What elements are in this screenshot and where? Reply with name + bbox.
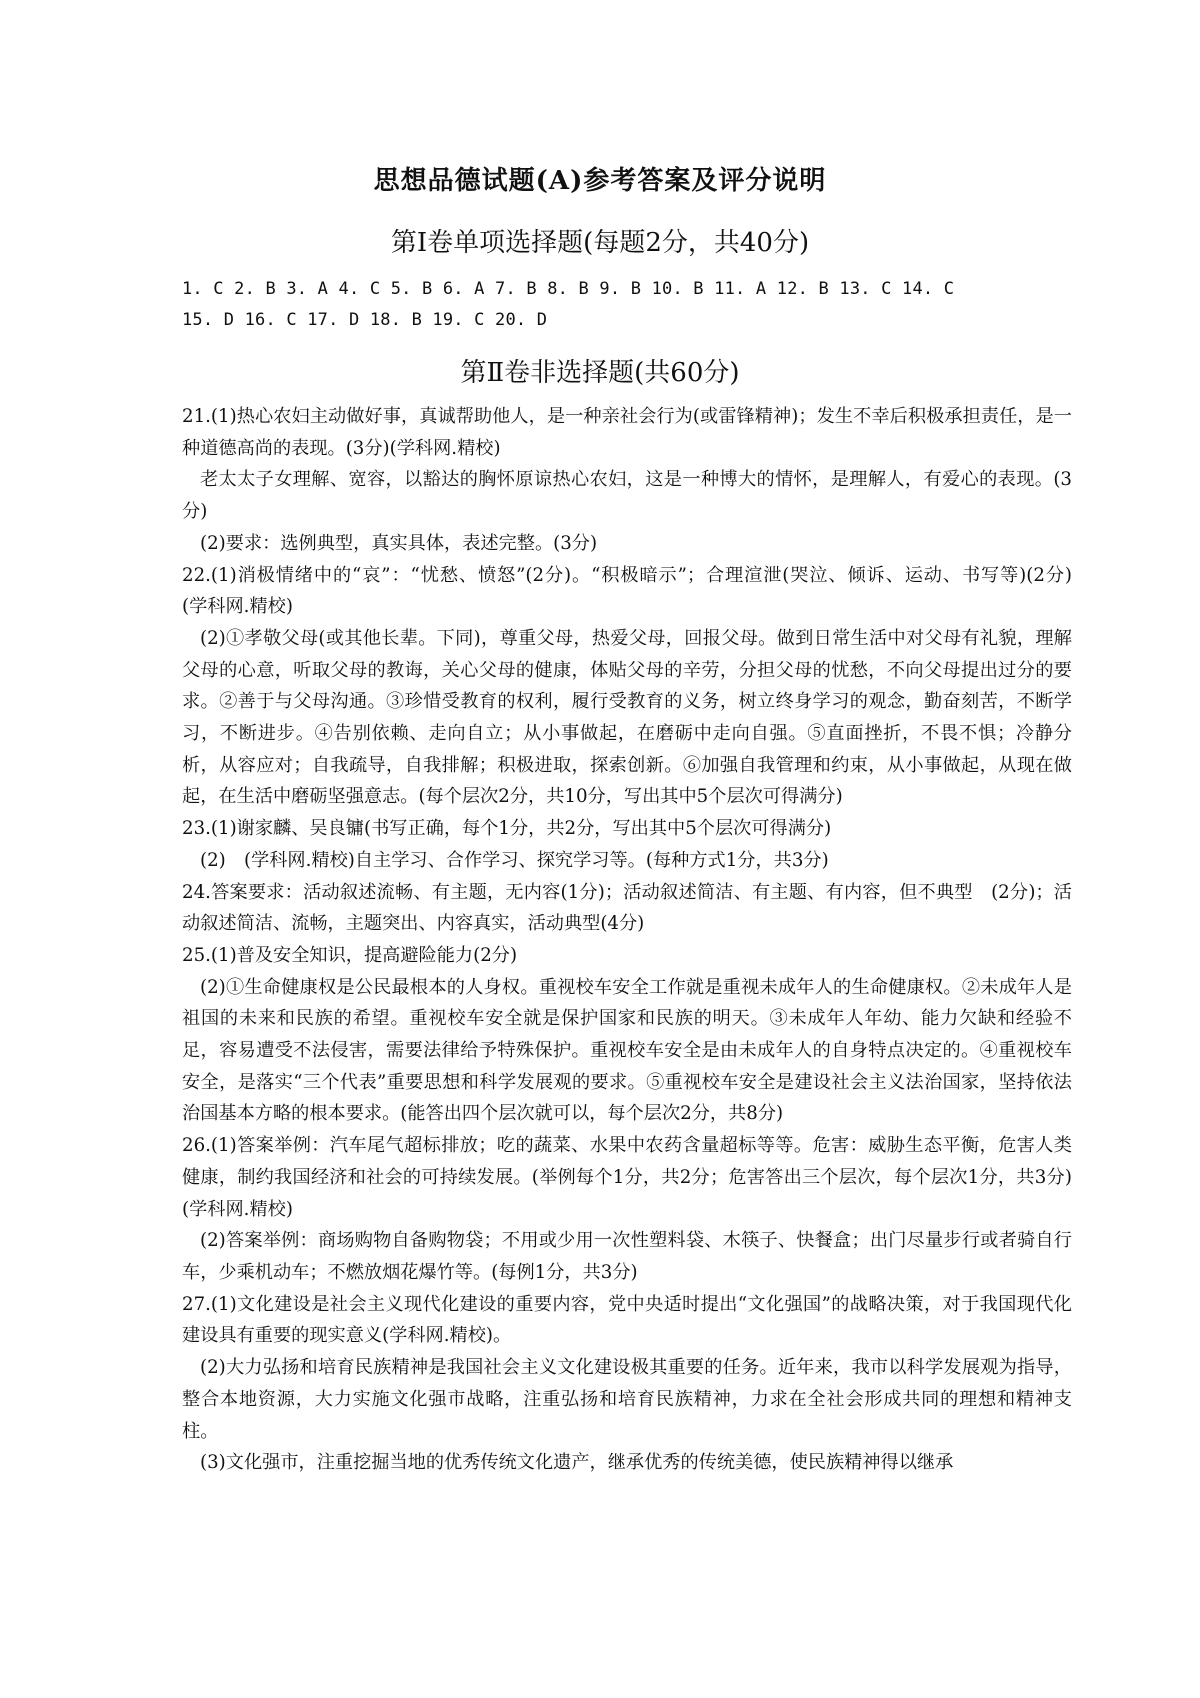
- document-title: 思想品德试题(A)参考答案及评分说明: [373, 166, 827, 196]
- answer-paragraph: 26.(1)答案举例：汽车尾气超标排放；吃的蔬菜、水果中农药含量超标等等。危害：威胁生态平衡，危害人类健康，制约我国经济和社会的可持续发展。(举例每个1分，共2分；危害答出三个层次，每个层次1分，共3分) (学科网.精校): [182, 1135, 1091, 1220]
- answer-paragraph: 23.(1)谢家麟、吴良镛(书写正确，每个1分，共2分，写出其中5个层次可得满分): [182, 818, 832, 840]
- multiple-choice-answers-line-2: 15. D 16. C 17. D 18. B 19. C 20. D: [182, 310, 548, 330]
- section2-answers: [182, 401, 1091, 1479]
- answer-paragraph: 22.(1)消极情绪中的“哀”：“忧愁、愤怒”(2分)。“积极暗示”；合理渲泄(哭泣、倾诉、运动、书写等)(2分) (学科网.精校): [182, 564, 1091, 618]
- answer-paragraph: (2)大力弘扬和培育民族精神是我国社会主义文化建设极其重要的任务。近年来，我市以科学发展观为指导，整合本地资源，大力实施文化强市战略，注重弘扬和培育民族精神，力求在全社会形成共同的理想和精神支柱。: [182, 1357, 1072, 1442]
- answer-paragraph: 21.(1)热心农妇主动做好事，真诚帮助他人，是一种亲社会行为(或雷锋精神)；发生不幸后积极承担责任，是一种道德高尚的表现。(3分)(学科网.精校): [182, 406, 1072, 459]
- answer-paragraph: (2)要求：选例典型，真实具体，表述完整。(3分): [200, 532, 598, 554]
- answer-paragraph: 24.答案要求：活动叙述流畅、有主题，无内容(1分)；活动叙述简洁、有主题、有内容，但不典型 (2分)；活动叙述简洁、流畅，主题突出、内容真实，活动典型(4分): [182, 881, 1072, 935]
- answer-paragraph: (2) (学科网.精校)自主学习、合作学习、探究学习等。(每种方式1分，共3分): [200, 849, 829, 871]
- answer-paragraph: (2)①生命健康权是公民最根本的人身权。重视校车安全工作就是重视未成年人的生命健康权。②未成年人是祖国的未来和民族的希望。重视校车安全就是保护国家和民族的明天。③未成年人年幼、能力欠缺和经验不足，容易遭受不法侵害，需要法律给予特殊保护。重视校车安全是由未成年人的自身特点决定的。④重视校车安全，是落实“三个代表”重要思想和科学发展观的要求。⑤重视校车安全是建设社会主义法治国家，坚持依法治国基本方略的根本要求。(能答出四个层次就可以，每个层次2分，共8分): [182, 976, 1072, 1125]
- section2-title: 第Ⅱ卷非选择题(共60分): [460, 358, 740, 388]
- multiple-choice-answers-line-1: 1. C 2. B 3. A 4. C 5. B 6. A 7. B 8. B 9. B 10. B 11. A 12. B 13. C 14. C: [182, 279, 955, 299]
- answer-paragraph: (2)①孝敬父母(或其他长辈。下同)，尊重父母，热爱父母，回报父母。做到日常生活中对父母有礼貌，理解父母的心意，听取父母的教诲，关心父母的健康，体贴父母的辛劳，分担父母的忧愁，不向父母提出过分的要求。②善于与父母沟通。③珍惜受教育的权利，履行受教育的义务，树立终身学习的观念，勤奋刻苦，不断学习，不断进步。④告别依赖、走向自立；从小事做起，在磨砺中走向自强。⑤直面挫折，不畏不惧；冷静分析，从容应对；自我疏导，自我排解；积极进取，探索创新。⑥加强自我管理和约束，从小事做起，从现在做起，在生活中磨砺坚强意志。(每个层次2分，共10分，写出其中5个层次可得满分): [182, 627, 1072, 808]
- answer-paragraph: (3)文化强市，注重挖掘当地的优秀传统文化遗产，继承优秀的传统美德，使民族精神得以继承: [200, 1452, 954, 1474]
- answer-paragraph: 27.(1)文化建设是社会主义现代化建设的重要内容，党中央适时提出“文化强国”的战略决策，对于我国现代化建设具有重要的现实意义(学科网.精校)。: [182, 1293, 1072, 1347]
- answer-paragraph: 25.(1)普及安全知识，提高避险能力(2分): [182, 944, 518, 966]
- answer-paragraph: (2)答案举例：商场购物自备购物袋；不用或少用一次性塑料袋、木筷子、快餐盒；出门尽量步行或者骑自行车，少乘机动车；不燃放烟花爆竹等。(每例1分，共3分): [182, 1230, 1072, 1283]
- section1-title: 第Ⅰ卷单项选择题(每题2分，共40分): [390, 228, 810, 258]
- answer-paragraph: 老太太子女理解、宽容，以豁达的胸怀原谅热心农妇，这是一种博大的情怀，是理解人，有爱心的表现。(3分): [182, 469, 1072, 523]
